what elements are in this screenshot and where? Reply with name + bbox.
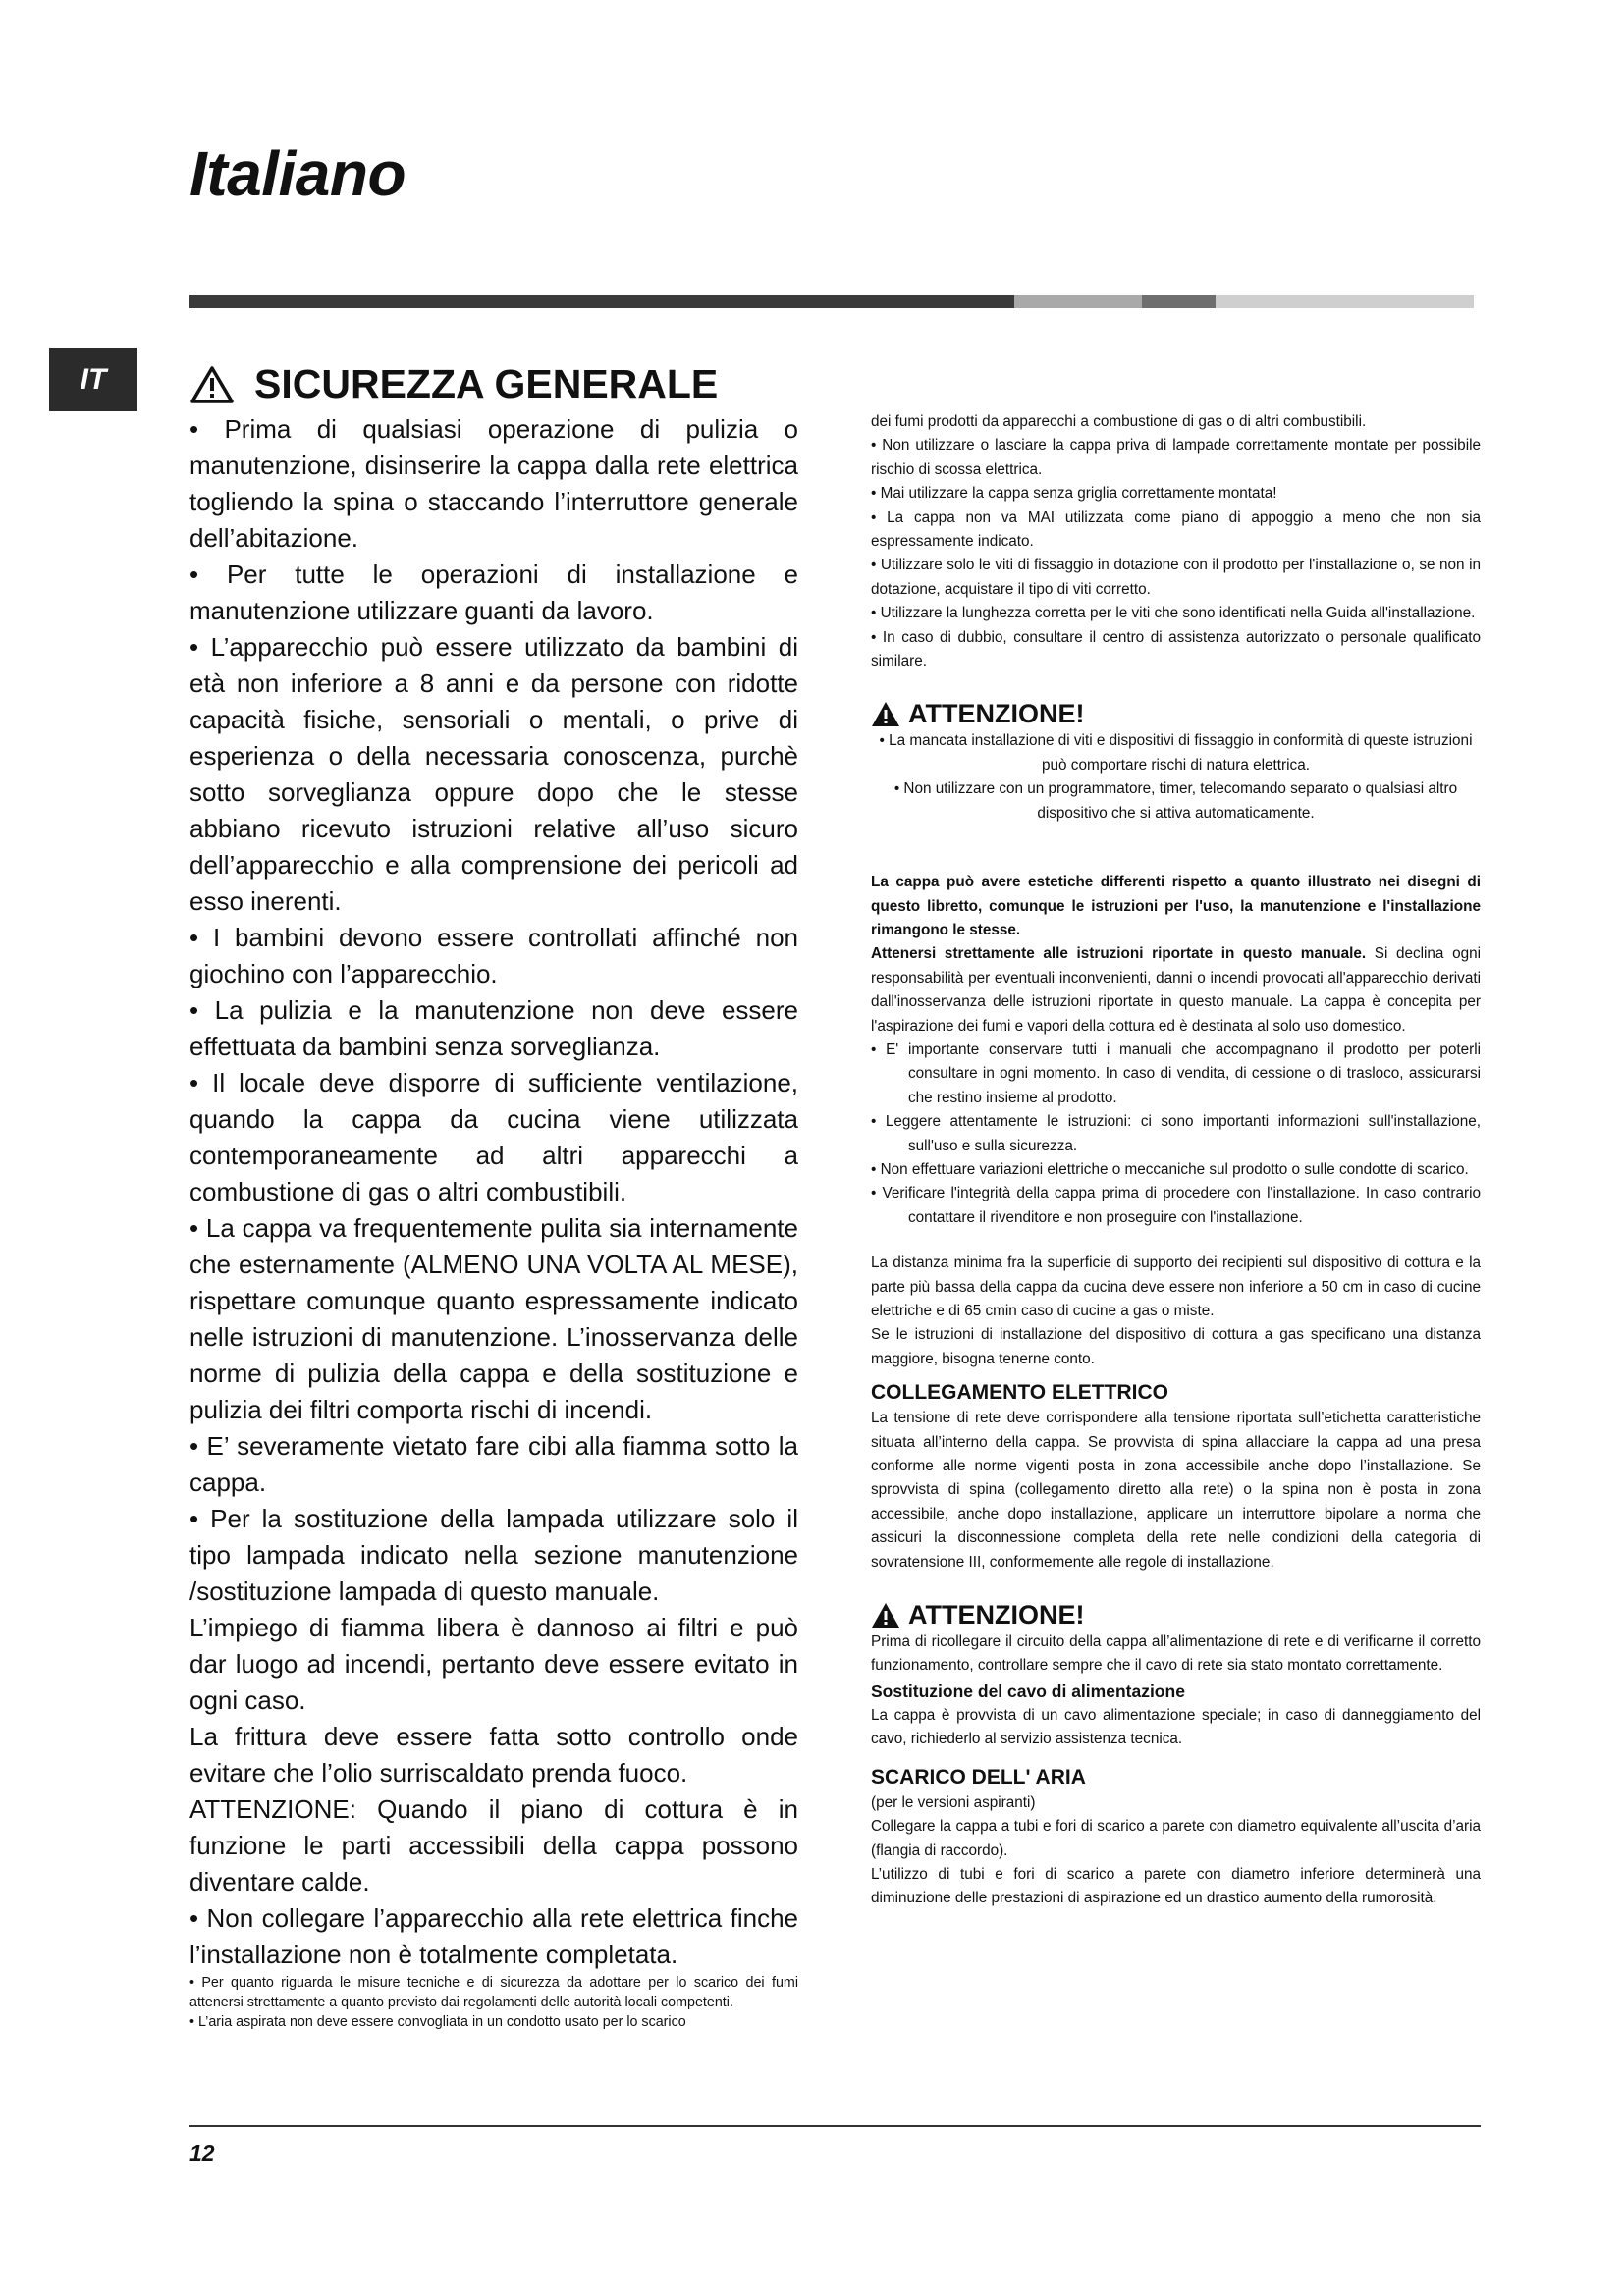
left-column — [189, 361, 798, 2032]
safety-note: • Non utilizzare o lasciare la cappa priva di lampade correttamente montate per possibile rischio di scossa elettrica. — [871, 437, 1481, 478]
air-exhaust-heading: SCARICO DELL' ARIA — [871, 1765, 1086, 1789]
safety-note: dei fumi prodotti da apparecchi a combustione di gas o di altri combustibili. — [871, 413, 1367, 430]
cable-replacement-text: La cappa è provvista di un cavo alimentazione speciale; in caso di danneggiamento del cavo, richiederlo al servizio assistenza tecnica. — [871, 1706, 1481, 1748]
safety-paragraph: • L’apparecchio può essere utilizzato da bambini di età non inferiore a 8 anni e da persone con ridotte capacità fisiche, sensoriali o mentali, o prive di esperienza o della necessaria conoscenza, purchè sotto sorveglianza oppure dopo che le stesse abbiano ricevuto istruzioni relative all’uso sicuro dell’apparecchio e alla comprensione dei pericoli ad esso inerenti. — [189, 632, 798, 916]
safety-note: • Utilizzare solo le viti di fissaggio in dotazione con il prodotto per l'installazione o, se non in dotazione, acquistare il tipo di viti corretto. — [871, 557, 1481, 598]
safety-paragraph: • Non collegare l’apparecchio alla rete elettrica finche l’installazione non è totalmente completata. — [189, 1903, 798, 1969]
safety-note: • Utilizzare la lunghezza corretta per le viti che sono identificati nella Guida all'installazione. — [871, 605, 1476, 622]
warning-title: ATTENZIONE! — [908, 1600, 1085, 1630]
color-bar-segment-light — [1014, 295, 1142, 308]
safety-paragraph: • La cappa va frequentemente pulita sia internamente che esternamente (ALMENO UNA VOLTA AL MESE), rispettare comunque quanto espressamente indicato nelle istruzioni di manutenzione. L’inosservanza delle norme di pulizia della cappa e della sostituzione e pulizia dei filtri comporta rischi di incendi. — [189, 1213, 798, 1424]
info-bullet: • Leggere attentamente le istruzioni: ci sono importanti informazioni sull'installazione, sull'uso e sulla sicurezza. — [871, 1113, 1481, 1154]
color-bar-segment-pale — [1216, 295, 1474, 308]
warning-outline-icon — [189, 365, 235, 404]
safety-note: • In caso di dubbio, consultare il centro di assistenza autorizzato o personale qualificato similare. — [871, 628, 1481, 670]
warning-heading — [871, 1600, 1481, 1630]
warning-filled-icon — [871, 701, 900, 727]
warning-filled-icon — [871, 1602, 900, 1629]
info-bullet: • E' importante conservare tutti i manuali che accompagnano il prodotto per poterli consultare in ogni momento. In caso di vendita, di cessione o di trasloco, assicurarsi che restino insieme al prodotto. — [871, 1041, 1481, 1106]
safety-paragraph: L’impiego di fiamma libera è dannoso ai filtri e può dar luogo ad incendi, pertanto deve essere evitato in ogni caso. — [189, 1613, 798, 1715]
air-exhaust-text: L’utilizzo di tubi e fori di scarico a parete con diametro inferiore determinerà una diminuzione delle prestazioni di aspirazione ed un drastico aumento della rumorosità. — [871, 1865, 1481, 1907]
safety-paragraph: ATTENZIONE: Quando il piano di cottura è in funzione le parti accessibili della cappa possono diventare calde. — [189, 1794, 798, 1896]
fine-print-paragraph: • Per quanto riguarda le misure tecniche e di sicurezza da adottare per lo scarico dei fumi attenersi strettamente a quanto previsto dai regolamenti delle autorità locali competenti. — [189, 1975, 798, 2010]
air-exhaust-text: Collegare la cappa a tubi e fori di scarico a parete con diametro equivalente all’uscita d’aria (flangia di raccordo). — [871, 1818, 1481, 1859]
cable-replacement-heading: Sostituzione del cavo di alimentazione — [871, 1681, 1185, 1701]
safety-paragraph: • E’ severamente vietato fare cibi alla fiamma sotto la cappa. — [189, 1431, 798, 1497]
safety-note: • Mai utilizzare la cappa senza griglia correttamente montata! — [871, 485, 1277, 503]
header-color-bar — [189, 295, 1474, 308]
safety-paragraph: • Per tutte le operazioni di installazione e manutenzione utilizzare guanti da lavoro. — [189, 560, 798, 625]
liability-lead: Attenersi strettamente alle istruzioni riportate in questo manuale. — [871, 945, 1367, 963]
language-code: IT — [80, 363, 107, 396]
right-column — [871, 410, 1481, 1911]
electrical-connection-text: La tensione di rete deve corrispondere alla tensione riportata sull’etichetta caratteristiche situata all’interno della cappa. Se provvista di spina allacciare la cappa ad una presa conforme alle norme vigenti posta in zona accessibile anche dopo l’installazione. Se sprovvista di spina (collegamento diretto alla rete) o la spina non è posta in zona accessibile, anche dopo installazione, applicare un interruttore bipolare a norma che assicuri la disconnessione completa della rete nelle condizioni della categoria di sovratensione III, conformemente alle regole di installazione. — [871, 1410, 1481, 1571]
warning-text: Prima di ricollegare il circuito della cappa all’alimentazione di rete e di verificarne il corretto funzionamento, controllare sempre che il cavo di rete sia stato montato correttamente. — [871, 1633, 1481, 1675]
safety-paragraph: La frittura deve essere fatta sotto controllo onde evitare che l’olio surriscaldato prenda fuoco. — [189, 1722, 798, 1788]
safety-note: • La cappa non va MAI utilizzata come piano di appoggio a meno che non sia espressamente indicato. — [871, 508, 1481, 551]
warning-title: ATTENZIONE! — [908, 699, 1085, 729]
page-number: 12 — [189, 2140, 215, 2165]
liability-paragraph — [871, 942, 1481, 1039]
color-bar-segment-dark — [189, 295, 1014, 308]
safety-paragraph: • Prima di qualsiasi operazione di pulizia o manutenzione, disinserire la cappa dalla rete elettrica togliendo la spina o staccando l’interruttore generale dell’abitazione. — [189, 414, 798, 553]
distance-paragraph: Se le istruzioni di installazione del dispositivo di cottura a gas specificano una distanza maggiore, bisogna tenerne conto. — [871, 1326, 1481, 1367]
safety-paragraph: • La pulizia e la manutenzione non deve essere effettuata da bambini senza sorveglianza. — [189, 995, 798, 1061]
distance-paragraph: La distanza minima fra la superficie di supporto dei recipienti sul dispositivo di cottura e la parte più bassa della cappa da cucina deve essere non inferiore a 50 cm in caso di cucine elettriche e di 65 cmin caso di cucine a gas o miste. — [871, 1255, 1481, 1319]
language-tab — [49, 348, 137, 411]
page-language-title: Italiano — [189, 138, 406, 209]
warning-item: • Non utilizzare con un programmatore, timer, telecomando separato o qualsiasi altro dispositivo che si attiva automaticamente. — [893, 780, 1458, 822]
safety-paragraph: • Per la sostituzione della lampada utilizzare solo il tipo lampada indicato nella sezione manutenzione /sostituzione lampada di questo manuale. — [189, 1504, 798, 1606]
warning-heading — [871, 699, 1481, 729]
air-exhaust-subtitle: (per le versioni aspiranti) — [871, 1793, 1036, 1811]
safety-paragraph: • Il locale deve disporre di sufficiente ventilazione, quando la cappa da cucina viene utilizzata contemporaneamente ad altri apparecchi a combustione di gas o altri combustibili. — [189, 1068, 798, 1206]
design-notice: La cappa può avere estetiche differenti rispetto a quanto illustrato nei disegni di questo libretto, comunque le istruzioni per l'uso, la manutenzione e l'installazione rimangono le stesse. — [871, 874, 1481, 938]
color-bar-segment-mid — [1142, 295, 1216, 308]
warning-item: • La mancata installazione di viti e dispositivi di fissaggio in conformità di queste istruzioni può comportare rischi di natura elettrica. — [879, 732, 1473, 774]
info-bullet: • Non effettuare variazioni elettriche o meccaniche sul prodotto o sulle condotte di scarico. — [871, 1160, 1469, 1178]
safety-paragraph: • I bambini devono essere controllati affinché non giochino con l’apparecchio. — [189, 923, 798, 988]
liability-text: Si declina ogni responsabilità per eventuali inconvenienti, danni o incendi provocati all'apparecchio derivati dall'inosservanza delle istruzioni riportate in questo manuale. La cappa è concepita per l'aspirazione dei fumi e vapori della cottura ed è destinata al solo uso domestico. — [871, 945, 1481, 1035]
electrical-connection-heading: COLLEGAMENTO ELETTRICO — [871, 1381, 1168, 1405]
info-bullet: • Verificare l'integrità della cappa prima di procedere con l'installazione. In caso contrario contattare il rivenditore e non proseguire con l'installazione. — [871, 1185, 1481, 1226]
footer-divider — [189, 2125, 1481, 2127]
fine-print-paragraph: • L’aria aspirata non deve essere convogliata in un condotto usato per lo scarico — [189, 2014, 686, 2030]
general-safety-title: SICUREZZA GENERALE — [254, 361, 719, 406]
general-safety-heading — [189, 361, 798, 407]
